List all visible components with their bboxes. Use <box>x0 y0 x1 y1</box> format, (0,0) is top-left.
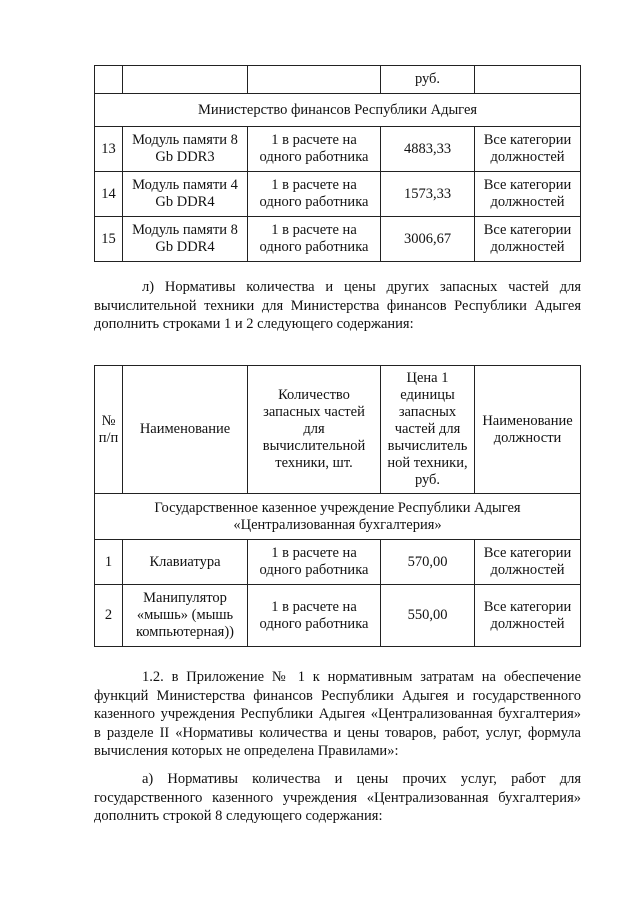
item-price: 4883,33 <box>381 127 475 172</box>
table-row <box>95 540 581 585</box>
table-row <box>95 172 581 217</box>
item-quantity: 1 в расчете на одного работника <box>248 217 381 262</box>
spare-parts-table-continued <box>94 65 581 262</box>
table-cell <box>123 66 248 94</box>
row-number: 15 <box>95 217 123 262</box>
item-price: 570,00 <box>381 540 475 585</box>
table-section-row <box>95 494 581 540</box>
item-price: 3006,67 <box>381 217 475 262</box>
item-position: Все категории должностей <box>475 585 581 647</box>
paragraph-a: а) Нормативы количества и цены прочих услуг, работ для государственного казенного учреждения «Централизованная бухгалтерия» дополнить строкой 8 следующего содержания: <box>94 771 581 824</box>
table-header-row <box>95 366 581 494</box>
header-price: Цена 1 единицы запасных частей для вычислитель ной техники, руб. <box>381 366 475 494</box>
section-title: Министерство финансов Республики Адыгея <box>95 94 581 127</box>
spare-parts-table-new-rows <box>94 365 581 647</box>
table-cell <box>248 66 381 94</box>
item-quantity: 1 в расчете на одного работника <box>248 585 381 647</box>
item-name: Модуль памяти 8 Gb DDR4 <box>123 217 248 262</box>
item-name: Манипулятор «мышь» (мышь компьютерная)) <box>123 585 248 647</box>
header-number: № п/п <box>95 366 123 494</box>
header-name: Наименование <box>123 366 248 494</box>
item-name: Клавиатура <box>123 540 248 585</box>
item-quantity: 1 в расчете на одного работника <box>248 127 381 172</box>
table-row <box>95 217 581 262</box>
item-position: Все категории должностей <box>475 172 581 217</box>
item-quantity: 1 в расчете на одного работника <box>248 540 381 585</box>
table-cell <box>95 66 123 94</box>
item-quantity: 1 в расчете на одного работника <box>248 172 381 217</box>
paragraph-1-2: 1.2. в Приложение № 1 к нормативным затратам на обеспечение функций Министерства финансов Республики Адыгея и государственного казенного учреждения Республики Адыгея «Централизованная бухгалтерия» в разделе II «Нормативы количества и цены товаров, работ, услуг, формула вычисления которых не определена Правилами»: <box>94 669 581 759</box>
row-number: 13 <box>95 127 123 172</box>
row-number: 1 <box>95 540 123 585</box>
item-position: Все категории должностей <box>475 217 581 262</box>
header-quantity: Количество запасных частей для вычислительной техники, шт. <box>248 366 381 494</box>
table-cell-unit: руб. <box>381 66 475 94</box>
paragraph-l: л) Нормативы количества и цены других запасных частей для вычислительной техники для Министерства финансов Республики Адыгея дополнить строками 1 и 2 следующего содержания: <box>94 279 581 332</box>
section-title: Государственное казенное учреждение Республики Адыгея «Централизованная бухгалтерия» <box>95 494 581 540</box>
item-position: Все категории должностей <box>475 540 581 585</box>
table-section-row <box>95 94 581 127</box>
row-number: 14 <box>95 172 123 217</box>
item-name: Модуль памяти 8 Gb DDR3 <box>123 127 248 172</box>
table-row <box>95 585 581 647</box>
item-name: Модуль памяти 4 Gb DDR4 <box>123 172 248 217</box>
item-price: 550,00 <box>381 585 475 647</box>
table-cell <box>475 66 581 94</box>
table-row <box>95 66 581 94</box>
header-position: Наименование должности <box>475 366 581 494</box>
table-row <box>95 127 581 172</box>
item-price: 1573,33 <box>381 172 475 217</box>
row-number: 2 <box>95 585 123 647</box>
item-position: Все категории должностей <box>475 127 581 172</box>
